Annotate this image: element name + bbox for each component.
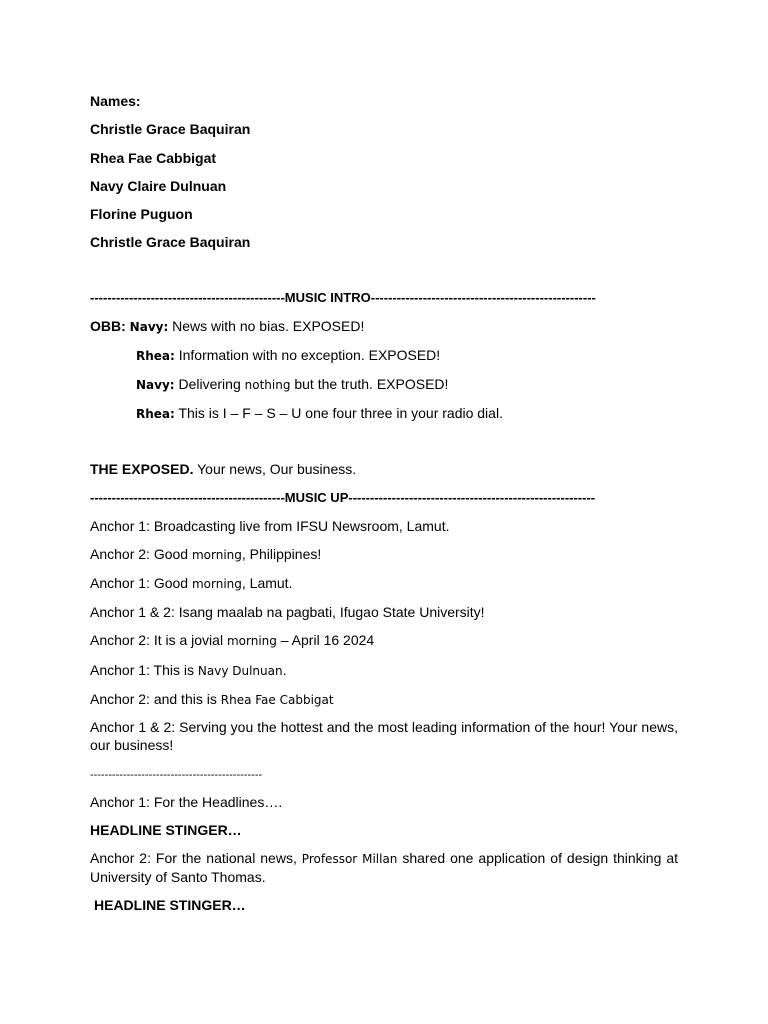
obb-text: Information with no exception. EXPOSED! [178,347,441,363]
names-heading: Names: [90,93,141,109]
script-text: Anchor 1: This is [90,662,198,678]
national-news-paragraph [90,849,678,886]
script-text: Anchor 1: Broadcasting live from IFSU Newsroom, Lamut. [90,518,450,534]
script-text: Anchor 1 & 2: Isang maalab na pagbati, Ifugao State University! [90,604,485,620]
script-text: shared one application of design thinking at University of Santo Thomas. [90,850,678,885]
script-text: Anchor 2: It is a jovial [90,632,227,648]
speaker-label: Rhea: [136,349,175,363]
obb-line [136,375,448,394]
script-text: morning [226,634,277,648]
tagline [90,460,356,478]
script-text: Professor Millan [301,852,398,866]
obb-label: OBB: [90,318,126,334]
script-text: – April 16 2024 [276,632,375,648]
obb-text: This is I – F – S – U one four three in your radio dial. [178,405,503,421]
obb-line [90,317,364,336]
script-line [90,574,292,593]
script-line [90,690,334,709]
name-item: Christle Grace Baquiran [90,121,251,137]
serving-paragraph: Anchor 1 & 2: Serving you the hottest and the most leading information of the hour! Your news, our business! [90,719,678,753]
script-line [90,517,449,535]
name-item: Christle Grace Baquiran [90,234,251,250]
tagline-text: Your news, Our business. [193,461,357,477]
obb-line [136,346,440,365]
headline-stinger: HEADLINE STINGER… [94,897,246,913]
script-text: morning [191,548,242,562]
headlines-line: Anchor 1: For the Headlines…. [90,794,283,810]
name-item: Rhea Fae Cabbigat [90,150,217,166]
speaker-label: Navy: [136,378,175,392]
name-item: Navy Claire Dulnuan [90,178,227,194]
script-text: morning [191,577,242,591]
name-item: Florine Puguon [90,206,193,222]
script-line [90,631,374,650]
script-text: Anchor 2: and this is [90,691,221,707]
script-text: Navy Dulnuan [197,664,283,678]
script-text: Anchor 1: Good [90,575,192,591]
script-text: . [282,662,287,678]
headline-stinger: HEADLINE STINGER… [90,822,242,838]
speaker-label: Navy: [129,320,169,334]
obb-text: News with no bias. EXPOSED! [172,318,365,334]
script-text: , Philippines! [241,546,322,562]
script-text: Anchor 2: Good [90,546,192,562]
script-line [90,545,321,564]
script-line [90,661,287,680]
section-divider: ----------------------------------------------- [90,769,263,781]
obb-line [136,404,503,423]
script-line [90,603,485,621]
script-text: Rhea Fae Cabbigat [220,693,334,707]
obb-text: Delivering [178,376,245,392]
speaker-label: Rhea: [136,407,175,421]
music-intro-divider: ---------------------------------------------MUSIC INTRO---------------------------------------------------- [90,290,596,305]
script-text: , Lamut. [241,575,293,591]
script-text: Anchor 2: For the national news, [90,850,302,866]
obb-text: but the truth. EXPOSED! [290,376,449,392]
obb-text: nothing [244,378,291,392]
tagline-title: THE EXPOSED. [90,461,194,477]
music-up-divider: ---------------------------------------------MUSIC UP--------------------------------------------------------- [90,490,596,505]
